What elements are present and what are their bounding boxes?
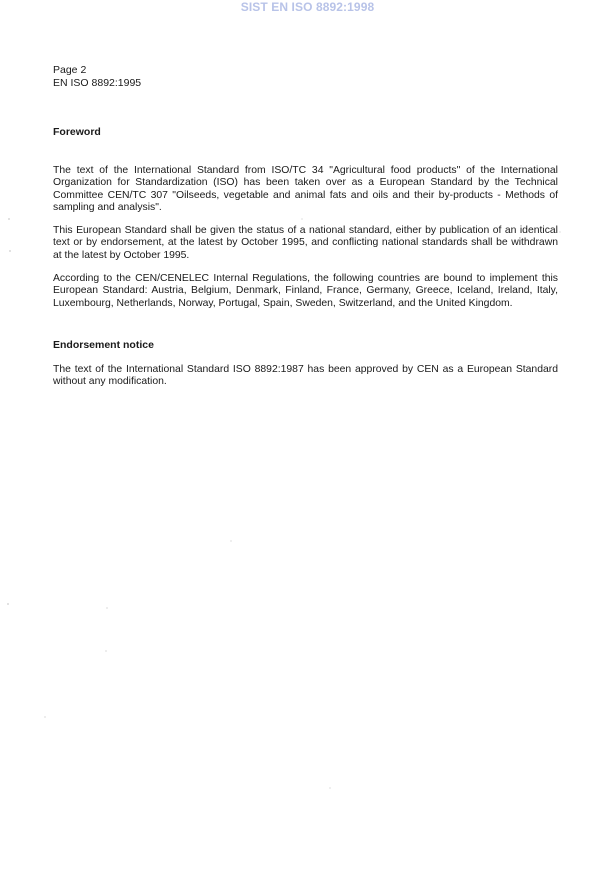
- scan-speck: [45, 717, 46, 718]
- scan-speck: [9, 250, 10, 251]
- foreword-paragraph-2: This European Standard shall be given the status of a national standard, either by publication of an identical text or by endorsement, at the latest by October 1995, and conflicting national standards shall be withdrawn at the latest by October 1995.: [53, 225, 558, 261]
- scan-speck: [106, 651, 107, 652]
- foreword-title: Foreword: [53, 126, 101, 138]
- scan-speck: [231, 541, 232, 542]
- scan-speck: [330, 788, 331, 789]
- foreword-paragraph-1: The text of the International Standard from ISO/TC 34 "Agricultural food products" of the International Organization for Standardization (ISO) has been taken over as a European Standard by the Technical Committee CEN/TC 307 "Oilseeds, vegetable and animal fats and oils and their by-products - Methods of sampling and analysis".: [53, 165, 558, 213]
- watermark: SIST EN ISO 8892:1998: [240, 0, 375, 14]
- scan-speck: [107, 608, 108, 609]
- scan-speck: [8, 218, 9, 219]
- endorsement-title: Endorsement notice: [53, 339, 154, 351]
- scan-speck: [560, 232, 561, 233]
- foreword-paragraph-3: According to the CEN/CENELEC Internal Regulations, the following countries are bound to implement this European Standard: Austria, Belgium, Denmark, Finland, France, Germany, Greece, Iceland, Ireland, Italy, Luxembourg, Netherlands, Norway, Portugal, Spain, Sweden, Switzerland, and the United Kingdom.: [53, 273, 558, 309]
- scan-speck: [302, 219, 303, 220]
- endorsement-paragraph: The text of the International Standard ISO 8892:1987 has been approved by CEN as a European Standard without any modification.: [53, 364, 558, 388]
- document-id: EN ISO 8892:1995: [53, 77, 142, 89]
- scan-speck: [7, 603, 8, 604]
- page-number: Page 2: [53, 64, 87, 76]
